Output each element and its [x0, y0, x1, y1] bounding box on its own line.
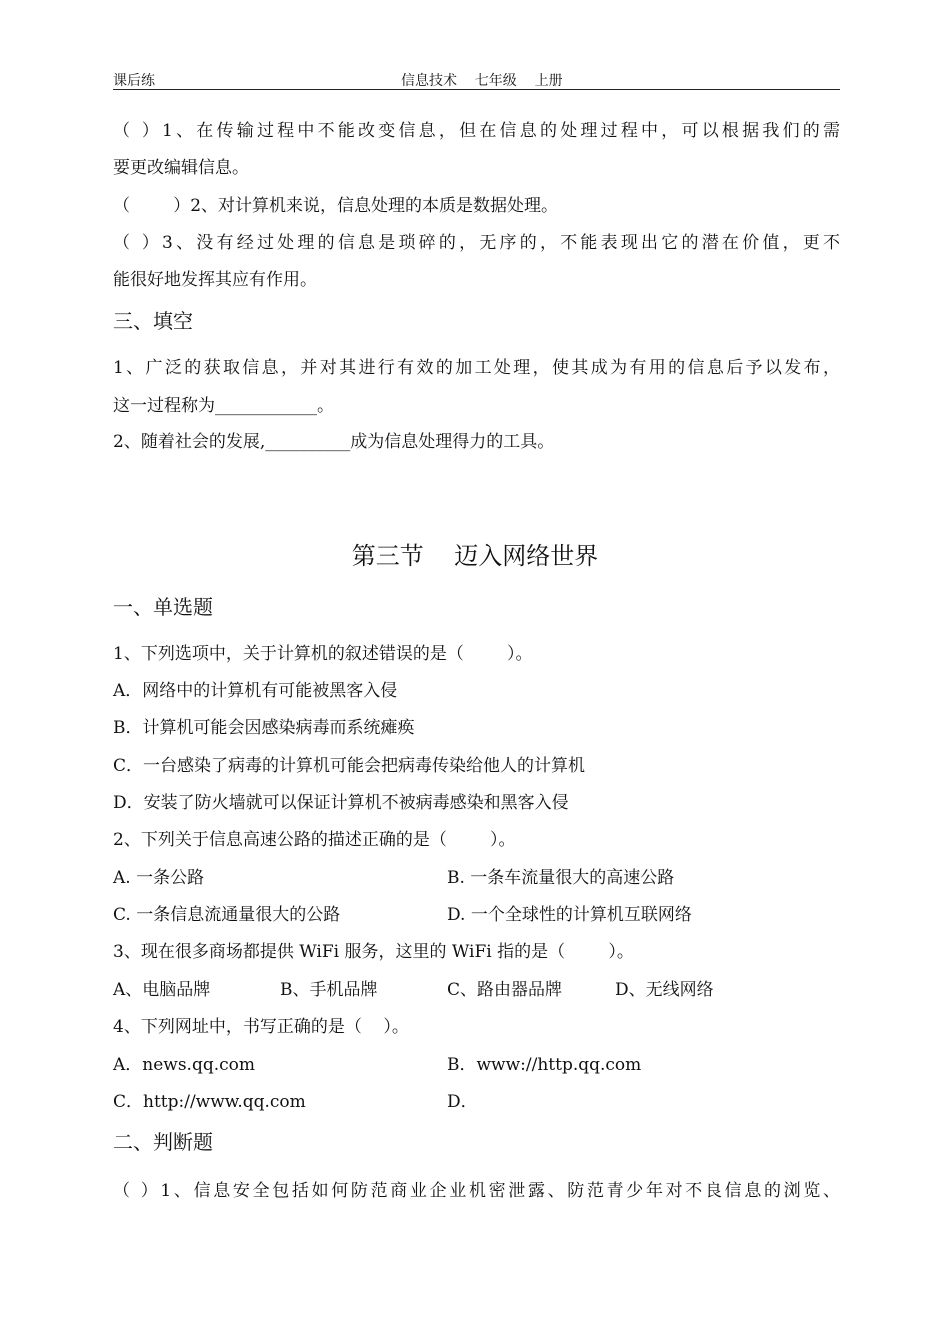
judge-prev-q1-line1: （ ）1、在传输过程中不能改变信息，但在信息的处理过程中，可以根据我们的需 — [113, 121, 840, 141]
single-q1-option-d: D．安装了防火墙就可以保证计算机不被病毒感染和黑客入侵 — [113, 793, 569, 813]
header-left-label: 课后练 — [113, 73, 155, 89]
judge-prev-q3-line2: 能很好地发挥其应有作用。 — [113, 270, 317, 290]
page-header — [113, 70, 840, 90]
single-q3-option-d: D、无线网络 — [615, 980, 714, 1000]
judge-heading: 二、判断题 — [113, 1130, 213, 1154]
header-center-label: 信息技术 七年级 上册 — [401, 73, 563, 89]
judge-prev-q1-line2: 要更改编辑信息。 — [113, 158, 249, 178]
single-q2-option-c: C. 一条信息流通量很大的公路 — [113, 905, 341, 925]
single-q1-option-a: A．网络中的计算机有可能被黑客入侵 — [113, 681, 398, 701]
single-q1-option-b: B．计算机可能会因感染病毒而系统瘫痪 — [113, 718, 415, 738]
fill-heading: 三、填空 — [113, 309, 193, 333]
single-q3: 3、现在很多商场都提供 WiFi 服务，这里的 WiFi 指的是（ ）。 — [113, 942, 634, 962]
single-q1-option-c: C．一台感染了病毒的计算机可能会把病毒传染给他人的计算机 — [113, 756, 586, 776]
single-q2-option-d: D. 一个全球性的计算机互联网络 — [447, 905, 692, 925]
judge-prev-q3-line1: （ ）3、没有经过处理的信息是琐碎的，无序的，不能表现出它的潜在价值，更不 — [113, 233, 840, 253]
single-q4-option-a: A．news.qq.com — [113, 1055, 256, 1075]
single-q4-option-b: B．www://http.qq.com — [447, 1055, 642, 1075]
section-title: 第三节 迈入网络世界 — [351, 542, 599, 570]
single-q3-option-b: B、手机品牌 — [280, 980, 378, 1000]
fill-q2: 2、随着社会的发展,__________成为信息处理得力的工具。 — [113, 432, 555, 452]
judge-q1-line1: （ ）1、信息安全包括如何防范商业企业机密泄露、防范青少年对不良信息的浏览、 — [113, 1181, 840, 1201]
single-choice-heading: 一、单选题 — [113, 595, 213, 619]
single-q1: 1、下列选项中，关于计算机的叙述错误的是（ ）。 — [113, 644, 533, 664]
fill-q1-line1: 1、广泛的获取信息，并对其进行有效的加工处理，使其成为有用的信息后予以发布， — [113, 358, 840, 378]
single-q2-option-a: A. 一条公路 — [113, 868, 205, 888]
fill-q1-line2: 这一过程称为____________。 — [113, 396, 334, 416]
single-q2: 2、下列关于信息高速公路的描述正确的是（ ）。 — [113, 830, 516, 850]
single-q4: 4、下列网址中，书写正确的是（ ）。 — [113, 1017, 409, 1037]
single-q2-option-b: B. 一条车流量很大的高速公路 — [447, 868, 675, 888]
single-q3-option-c: C、路由器品牌 — [447, 980, 563, 1000]
single-q4-option-c: C．http://www.qq.com — [113, 1092, 306, 1112]
judge-prev-q2: （ ）2、对计算机来说，信息处理的本质是数据处理。 — [113, 196, 559, 216]
header-divider — [113, 89, 840, 90]
single-q4-option-d: D． — [447, 1092, 478, 1112]
single-q3-option-a: A、电脑品牌 — [113, 980, 211, 1000]
